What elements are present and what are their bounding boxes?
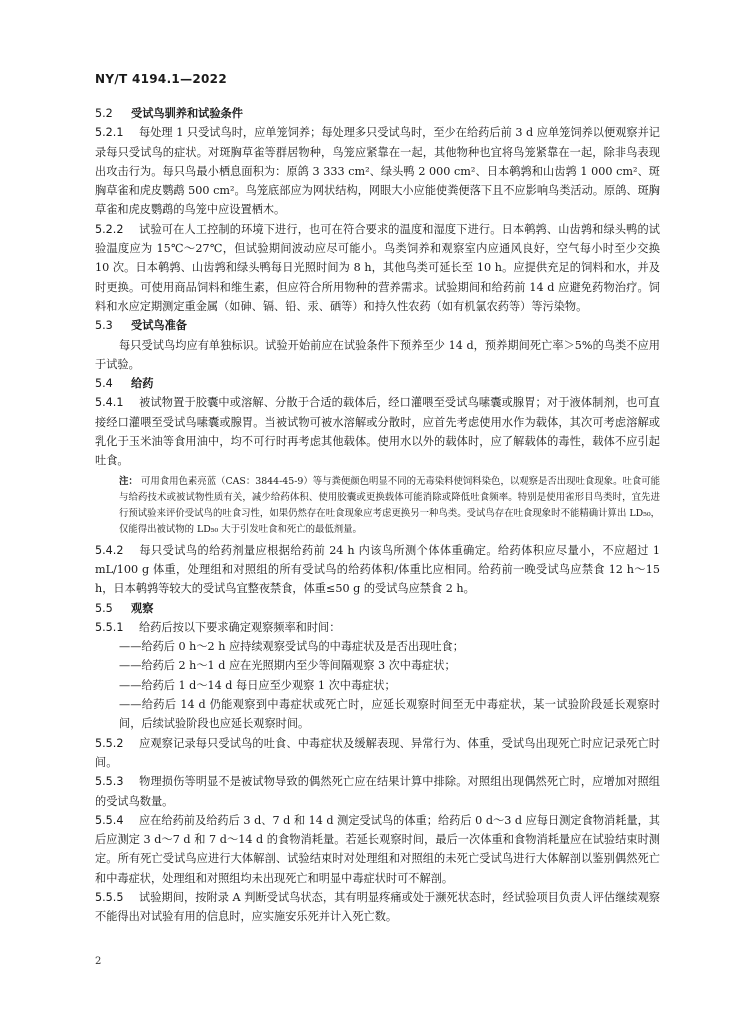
clause-5-4-1 <box>95 393 660 470</box>
section-number: 5.5 <box>95 601 113 615</box>
clause-number: 5.5.1 <box>95 620 124 634</box>
clause-text: 物理损伤等明显不是被试物导致的偶然死亡应在结果计算中排除。对照组出现偶然死亡时，应增加对照组的受试鸟数量。 <box>95 775 660 808</box>
clause-number: 5.4.1 <box>95 396 124 410</box>
clause-number: 5.2.2 <box>95 222 124 236</box>
section-heading-5-5 <box>95 599 660 618</box>
clause-5-4-2 <box>95 541 660 599</box>
section-number: 5.2 <box>95 107 113 120</box>
clause-5-5-5 <box>95 888 660 927</box>
page-number: 2 <box>95 956 102 967</box>
list-item: ——给药后 14 d 仍能观察到中毒症状或死亡时，应延长观察时间至无中毒症状，某一试验阶段延长观察时间，后续试验阶段也应延长观察时间。 <box>119 698 660 731</box>
section-title: 给药 <box>131 377 154 391</box>
list-item: ——给药后 0 h～2 h 应持续观察受试鸟的中毒症状及是否出现吐食； <box>119 640 464 654</box>
clause-number: 5.5.3 <box>95 775 124 789</box>
clause-5-2-1 <box>95 123 660 219</box>
clause-text: 被试物置于胶囊中或溶解、分散于合适的载体后，经口灌喂至受试鸟嗉囊或腺胃；对于液体制剂，也可直接经口灌喂至受试鸟嗉囊或腺胃。当被试物可被水溶解或分散时，应首先考虑使用水作为载体，其次可考虑溶解或乳化于玉米油等食用油中，均不可行时再考虑其他载体。使用水以外的载体时，应了解载体的毒性，载体不应引起吐食。 <box>95 396 660 468</box>
clause-number: 5.5.5 <box>95 890 124 904</box>
clause-text: 给药后按以下要求确定观察频率和时间： <box>139 620 341 634</box>
clause-number: 5.5.4 <box>95 813 124 827</box>
section-number: 5.4 <box>95 377 113 391</box>
clause-number: 5.5.2 <box>95 736 124 750</box>
clause-5-5-2 <box>95 734 660 773</box>
clause-number: 5.2.1 <box>95 126 124 140</box>
section-title: 观察 <box>131 601 154 615</box>
section-title: 受试鸟驯养和试验条件 <box>131 107 243 120</box>
clause-5-5-4 <box>95 811 660 888</box>
clause-text: 应观察记录每只受试鸟的吐食、中毒症状及缓解表现、异常行为、体重，受试鸟出现死亡时应记录死亡时间。 <box>95 736 660 769</box>
note-text: 可用食用色素亮蓝（CAS：3844-45-9）等与粪便颜色明显不同的无毒染料使饲料染色，以观察是否出现吐食现象。吐食可能与给药技术或被试物性质有关，减少给药体积、使用胶囊或更换载体可能消除或降低吐食频率。特别是使用雀形目鸟类时，宜先进行预试验来评价受试鸟的吐食习性，如果仍然存在吐食现象应考虑更换另一种鸟类。受试鸟存在吐食现象时不能精确计算出 LD₅₀，仅能得出被试物的 LD₅₀ 大于引发吐食和死亡的最低剂量。 <box>119 475 660 535</box>
clause-5-5-1 <box>95 618 660 637</box>
clause-text: 每只受试鸟的给药剂量应根据给药前 24 h 内该鸟所测个体体重确定。给药体积应尽量小，不应超过 1 mL/100 g 体重，处理组和对照组的所有受试鸟的给药体积/体重比应相同。给药前一晚受试鸟应禁食 12 h～15 h，日本鹌鹑等较大的受试鸟宜整夜禁食，体重≤50 g 的受试鸟应禁食 2 h。 <box>95 543 660 596</box>
clause-5-2-2 <box>95 220 660 316</box>
clause-text: 应在给药前及给药后 3 d、7 d 和 14 d 测定受试鸟的体重；给药后 0 d～3 d 应每日测定食物消耗量，其后应测定 3 d～7 d 和 7 d～14 d 的食物消耗量。若延长观察时间，最后一次体重和食物消耗量应在试验结束时测定。所有死亡受试鸟应进行大体解剖、试验结束时对处理组和对照组的未死亡受试鸟进行大体解剖以鉴别偶然死亡和中毒症状，处理组和对照组均未出现死亡和明显中毒症状时可不解剖。 <box>95 813 660 885</box>
section-title: 受试鸟准备 <box>131 319 187 333</box>
clause-text: 每处理 1 只受试鸟时，应单笼饲养；每处理多只受试鸟时，至少在给药后前 3 d 应单笼饲养以便观察并记录每只受试鸟的症状。对斑胸草雀等群居物种，鸟笼应紧靠在一起，其他物种也宜将鸟笼紧靠在一起，除非鸟表现出攻击行为。每只鸟最小栖息面积为：原鸽 3 333 cm²、绿头鸭 2 000 cm²、日本鹌鹑和山齿鹑 1 000 cm²、斑胸草雀和虎皮鹦鹉 500 cm²。鸟笼底部应为网状结构，网眼大小应能使粪便落下且不应影响鸟类活动。原鸽、斑胸草雀和虎皮鹦鹉的鸟笼中应设置栖木。 <box>95 126 660 217</box>
section-heading-5-2 <box>95 104 660 123</box>
document-body <box>95 104 660 927</box>
clause-text: 试验可在人工控制的环境下进行，也可在符合要求的温度和湿度下进行。日本鹌鹑、山齿鹑和绿头鸭的试验温度应为 15℃～27℃，但试验期间波动应尽可能小。鸟类饲养和观察室内应通风良好，空气每小时至少交换 10 次。日本鹌鹑、山齿鹑和绿头鸭每日光照时间为 8 h，其他鸟类可延长至 10 h。应提供充足的饲料和水，并及时更换。可使用商品饲料和维生素，但应符合所用物种的营养需求。试验期间和给药前 14 d 应避免药物治疗。饲料和水应定期测定重金属（如砷、镉、铅、汞、硒等）和持久性农药（如有机氯农药等）等污染物。 <box>95 222 660 313</box>
section-5-3-text: 每只受试鸟均应有单独标识。试验开始前应在试验条件下预养至少 14 d，预养期间死亡率＞5%的鸟类不应用于试验。 <box>95 338 660 371</box>
section-number: 5.3 <box>95 319 113 333</box>
clause-text: 试验期间，按附录 A 判断受试鸟状态，其有明显疼痛或处于濒死状态时，经试验项目负责人评估继续观察不能得出对试验有用的信息时，应实施安乐死并计入死亡数。 <box>95 890 660 924</box>
note-block <box>95 474 660 538</box>
clause-number: 5.4.2 <box>95 543 124 557</box>
list-item: ——给药后 2 h～1 d 应在光照期内至少等间隔观察 3 次中毒症状； <box>119 659 456 673</box>
clause-5-5-3 <box>95 772 660 811</box>
section-heading-5-3 <box>95 316 660 335</box>
section-heading-5-4 <box>95 374 660 393</box>
standard-code: NY/T 4194.1—2022 <box>95 72 227 86</box>
note-label: 注： <box>119 475 138 487</box>
list-item: ——给药后 1 d～14 d 每日应至少观察 1 次中毒症状； <box>119 678 396 692</box>
